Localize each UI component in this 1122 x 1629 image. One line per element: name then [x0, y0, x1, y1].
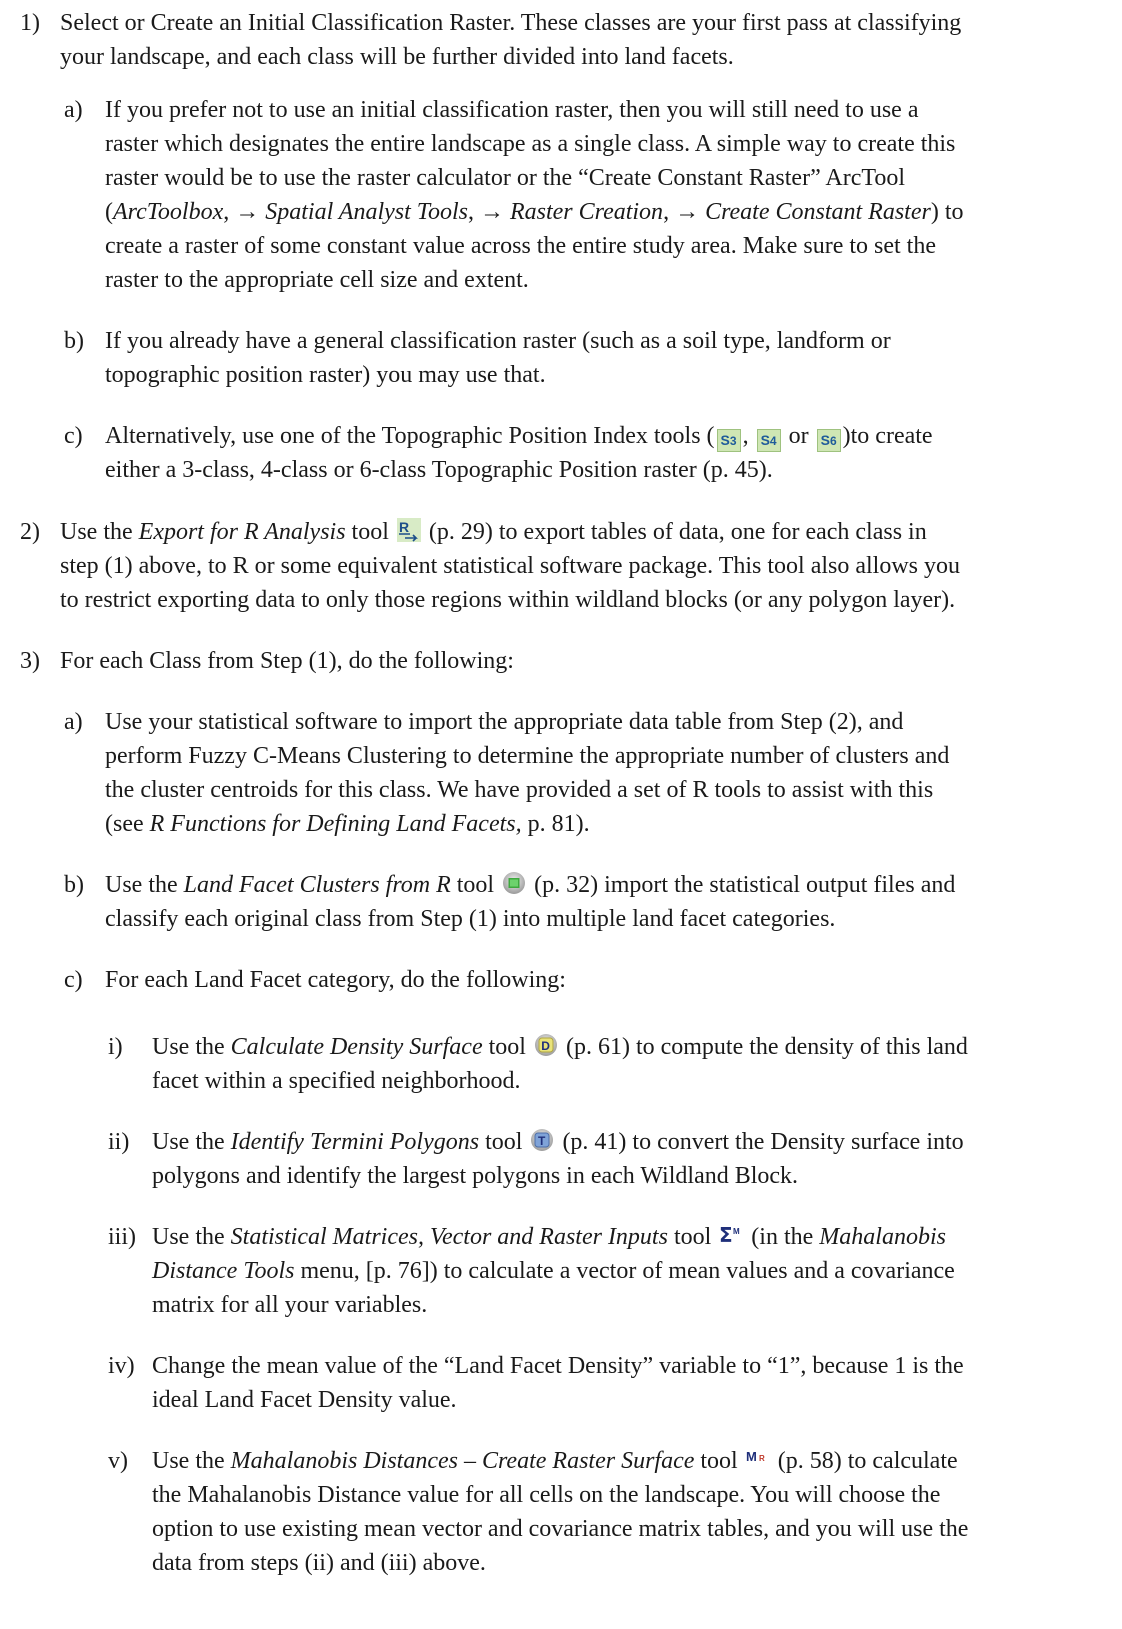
- svg-text:Σ: Σ: [719, 1223, 733, 1247]
- svg-text:T: T: [538, 1134, 546, 1148]
- spatial-analyst-ref: Spatial Analyst Tools: [265, 199, 468, 225]
- land-facet-clusters-icon[interactable]: [502, 871, 526, 895]
- density-d-icon[interactable]: [534, 1033, 558, 1057]
- sigma-m-icon[interactable]: [719, 1223, 743, 1247]
- tpi-4-class-icon[interactable]: [757, 429, 781, 452]
- tpi-3-glyph: S: [720, 432, 730, 448]
- step-3b-line-1: [105, 868, 955, 902]
- step-3b-line-1-c: (p. 32) import the statistical output files and: [528, 872, 956, 898]
- step-1-line-2: your landscape, and each class will be further divided into land facets.: [60, 44, 734, 70]
- step-3c-ii-line-1-a: Use the: [152, 1129, 231, 1155]
- or-word: or: [788, 423, 809, 449]
- svg-text:R: R: [398, 519, 410, 535]
- tpi-3-class-icon[interactable]: [717, 429, 741, 452]
- step-3c-v-line-1-a: Use the: [152, 1448, 231, 1474]
- step-3c-i-line-1-c: (p. 61) to compute the density of this land: [559, 1034, 968, 1060]
- step-3-label: 3): [20, 648, 40, 674]
- calculate-density-tool-name: Calculate Density Surface: [230, 1034, 483, 1060]
- step-2-label: 2): [20, 519, 40, 545]
- step-1a-line-3: raster would be to use the raster calculator or the “Create Constant Raster” ArcTool: [105, 165, 906, 191]
- step-3c-iv-label: iv): [108, 1353, 135, 1379]
- step-1a-line-1: If you prefer not to use an initial classification raster, then you will still need to use a: [105, 97, 919, 123]
- step-3c-iii-line-2: [152, 1254, 955, 1288]
- tpi-6-glyph: S: [820, 432, 830, 448]
- step-1c-line-2: either a 3-class, 4-class or 6-class Topographic Position raster (p. 45).: [105, 457, 773, 483]
- step-1c-line-1-a: Alternatively, use one of the Topographic Position Index tools (: [105, 423, 715, 449]
- export-for-r-tool-name: Export for R Analysis: [138, 519, 346, 545]
- arrow-icon: →: [235, 199, 260, 225]
- step-1c-line-1-b: )to create: [842, 423, 933, 449]
- step-3c-i-line-1: [152, 1030, 968, 1064]
- svg-text:M: M: [745, 1449, 757, 1464]
- step-1a-label: a): [64, 97, 83, 123]
- step-3c-iii-line-1: [152, 1220, 946, 1254]
- step-3a-line-4: [105, 807, 590, 841]
- distance-tools-menu-ref: Distance Tools: [152, 1258, 295, 1284]
- identify-termini-tool-name: Identify Termini Polygons: [230, 1129, 480, 1155]
- step-3c-ii-line-1-b: tool: [479, 1129, 529, 1155]
- step-1b-line-1: If you already have a general classification raster (such as a soil type, landform or: [105, 328, 891, 354]
- create-constant-raster-ref: Create Constant Raster: [705, 199, 931, 225]
- tpi-6-num: 6: [829, 434, 837, 448]
- svg-text:M: M: [733, 1227, 740, 1236]
- step-3c-v-line-1: [152, 1444, 958, 1478]
- step-2-line-3: to restrict exporting data to only those regions within wildland blocks (or any polygon layer).: [60, 587, 956, 613]
- step-1c-line-1: Alternatively, use one of the Topographic Position Index tools ( S3 , S4 or S6 )to create: [105, 419, 933, 453]
- step-3c-iii-line-3: matrix for all your variables.: [152, 1292, 428, 1318]
- step-1b-line-2: topographic position raster) you may use that.: [105, 362, 546, 388]
- step-3a-line-4-a: (see: [105, 811, 150, 837]
- step-1a-line-5: create a raster of some constant value across the entire study area. Make sure to set the: [105, 233, 936, 259]
- step-3c-i-label: i): [108, 1034, 123, 1060]
- mahalanobis-raster-tool-name: Mahalanobis Distances – Create Raster Surface: [230, 1448, 695, 1474]
- step-3c-ii-line-1-c: (p. 41) to convert the Density surface into: [556, 1129, 964, 1155]
- step-2-line-1-c: (p. 29) to export tables of data, one for each class in: [422, 519, 927, 545]
- step-3c-iii-label: iii): [108, 1224, 136, 1250]
- arrow-icon: →: [479, 199, 504, 225]
- step-3c-i-line-2: facet within a specified neighborhood.: [152, 1068, 521, 1094]
- step-3c-i-line-1-a: Use the: [152, 1034, 231, 1060]
- step-2-line-1-a: Use the: [60, 519, 139, 545]
- step-3c-iii-line-1-b: tool: [667, 1224, 718, 1250]
- r-functions-ref: R Functions for Defining Land Facets,: [149, 811, 522, 837]
- step-3b-line-1-b: tool: [450, 872, 501, 898]
- step-3a-line-3: the cluster centroids for this class. We have provided a set of R tools to assist with this: [105, 777, 934, 803]
- termini-t-icon[interactable]: [530, 1128, 554, 1152]
- step-3c-v-label: v): [108, 1448, 128, 1474]
- step-3c-v-line-1-b: tool: [694, 1448, 744, 1474]
- arctoolbox-ref: ArcToolbox: [113, 199, 224, 225]
- step-3c-iv-line-1: Change the mean value of the “Land Facet Density” variable to “1”, because 1 is the: [152, 1353, 964, 1379]
- step-3c-line-1: For each Land Facet category, do the following:: [105, 967, 566, 993]
- tpi-3-num: 3: [729, 434, 737, 448]
- raster-creation-ref: Raster Creation: [509, 199, 664, 225]
- step-1b-label: b): [64, 328, 84, 354]
- svg-text:D: D: [541, 1039, 550, 1053]
- step-3c-v-line-2: the Mahalanobis Distance value for all cells on the landscape. You will choose the: [152, 1482, 941, 1508]
- step-3-line-1: For each Class from Step (1), do the following:: [60, 648, 514, 674]
- svg-text:R: R: [758, 1454, 765, 1463]
- step-3b-line-2: classify each original class from Step (1) into multiple land facet categories.: [105, 906, 836, 932]
- step-2-line-1: [60, 515, 927, 549]
- step-2-line-1-b: tool: [345, 519, 395, 545]
- step-3c-i-line-1-b: tool: [482, 1034, 532, 1060]
- step-1a-line-4: (ArcToolbox, → Spatial Analyst Tools, → Raster Creation, → Create Constant Raster) to: [105, 199, 964, 225]
- step-3c-v-line-4: data from steps (ii) and (iii) above.: [152, 1550, 486, 1576]
- tpi-4-num: 4: [769, 434, 777, 448]
- step-1a-line-6: raster to the appropriate cell size and extent.: [105, 267, 529, 293]
- step-3a-line-2: perform Fuzzy C-Means Clustering to determine the appropriate number of clusters and: [105, 743, 950, 769]
- step-1a-line-2: raster which designates the entire landscape as a single class. A simple way to create this: [105, 131, 956, 157]
- step-3a-label: a): [64, 709, 83, 735]
- step-3c-ii-line-1: [152, 1125, 964, 1159]
- step-3c-iii-line-1-c: (in the: [745, 1224, 820, 1250]
- step-2-line-2: step (1) above, to R or some equivalent statistical software package. This tool also allows you: [60, 553, 961, 579]
- step-3c-v-line-1-c: (p. 58) to calculate: [771, 1448, 958, 1474]
- step-1a-line-4-tail: ) to: [930, 199, 964, 225]
- step-1-line-1: Select or Create an Initial Classification Raster. These classes are your first pass at classifying: [60, 10, 962, 36]
- r-export-icon[interactable]: [397, 518, 421, 542]
- step-3b-line-1-a: Use the: [105, 872, 184, 898]
- step-3c-iii-line-2-b: menu, [p. 76]) to calculate a vector of mean values and a covariance: [294, 1258, 955, 1284]
- mahalanobis-mr-icon[interactable]: [746, 1447, 770, 1471]
- step-3a-line-1: Use your statistical software to import the appropriate data table from Step (2), and: [105, 709, 904, 735]
- arrow-icon: →: [675, 199, 700, 225]
- step-3b-label: b): [64, 872, 84, 898]
- statistical-matrices-tool-name: Statistical Matrices, Vector and Raster Inputs: [230, 1224, 668, 1250]
- step-3c-ii-line-2: polygons and identify the largest polygons in each Wildland Block.: [152, 1163, 799, 1189]
- tpi-6-class-icon[interactable]: [817, 429, 841, 452]
- step-1c-label: c): [64, 423, 83, 449]
- step-3c-v-line-3: option to use existing mean vector and covariance matrix tables, and you will use the: [152, 1516, 969, 1542]
- step-3c-iii-line-1-a: Use the: [152, 1224, 231, 1250]
- step-3c-label: c): [64, 967, 83, 993]
- mahalanobis-menu-ref: Mahalanobis: [819, 1224, 946, 1250]
- step-3c-ii-label: ii): [108, 1129, 130, 1155]
- step-3c-iv-line-2: ideal Land Facet Density value.: [152, 1387, 457, 1413]
- land-facet-clusters-tool-name: Land Facet Clusters from R: [183, 872, 451, 898]
- tpi-4-glyph: S: [760, 432, 770, 448]
- step-1-label: 1): [20, 10, 40, 36]
- step-3a-line-4-b: p. 81).: [521, 811, 590, 837]
